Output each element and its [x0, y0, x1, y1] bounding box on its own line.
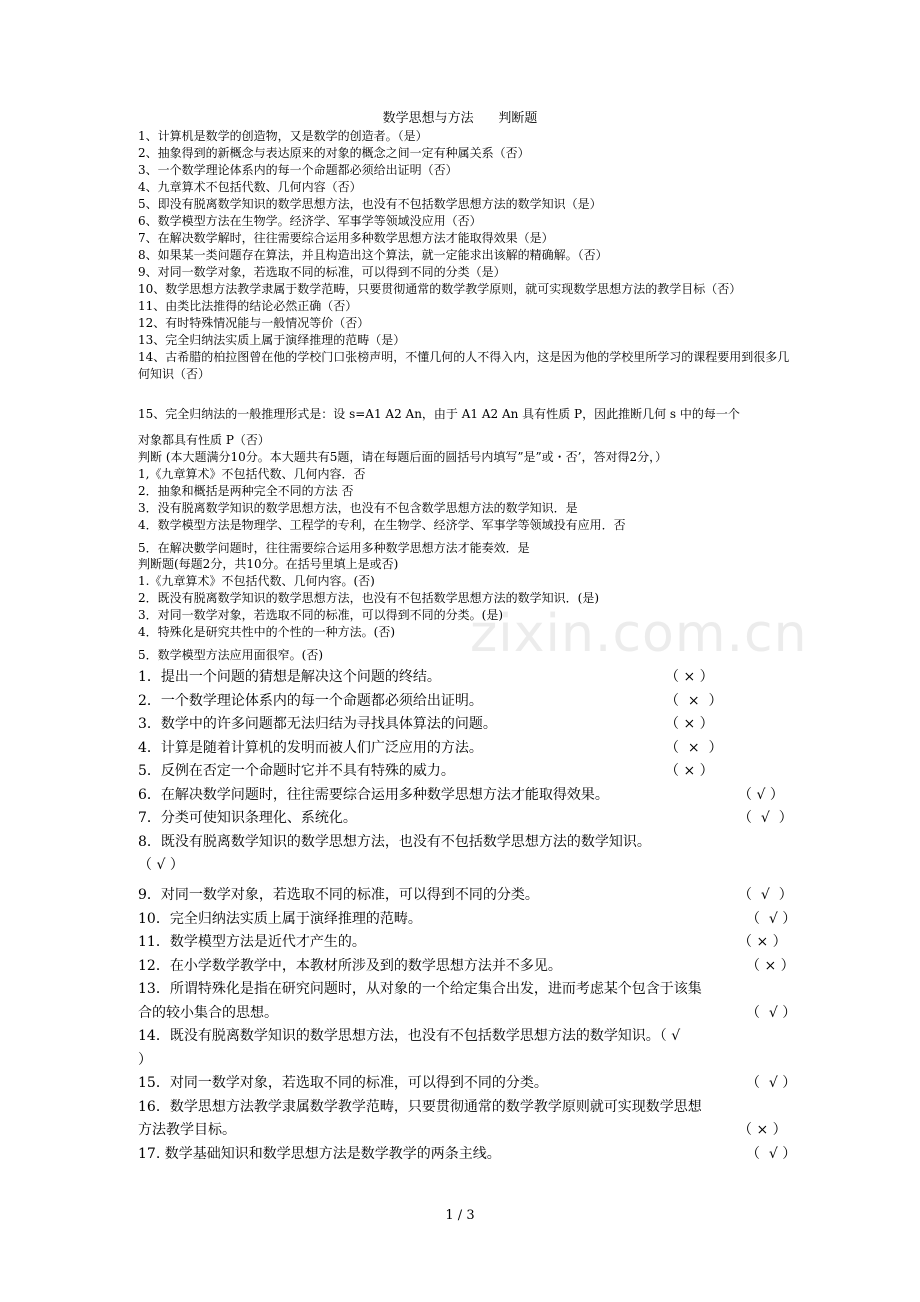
list-item-text: 5．反例在否定一个命题时它并不具有特殊的威力。: [138, 763, 455, 779]
list-item: 5．数学模型方法应用面很窄。(否): [138, 648, 323, 662]
list-item-text: 1．提出一个问题的猜想是解决这个问题的终结。: [138, 669, 441, 685]
list-item: [138, 784, 790, 808]
section-header: 判断 (本大题满分10分。本大题共有5题，请在每题后面的圆括号内填写”是”或・否’，答对得2分，）: [138, 450, 668, 464]
list-item: 13、完全归纳法实质上属于演绎推理的范畴（是）: [138, 333, 406, 347]
list-item-text: 3．数学中的许多问题都无法归结为寻找具体算法的问题。: [138, 716, 497, 732]
list-item: [138, 666, 790, 690]
list-item: 2、抽象得到的新概念与表达原来的对象的概念之间一定有种属关系（否）: [138, 146, 530, 160]
list-item: 1,《九章算术》不包括代数、几何内容．否: [138, 467, 366, 481]
list-item: [138, 955, 795, 979]
answer-mark: （ × ）: [665, 739, 723, 756]
list-item: 4．数学模型方法是物理学、工程学的专利，在生物学、经济学、军事学等领域投有应用．否: [138, 518, 626, 532]
section-1: [138, 128, 790, 383]
list-item: [138, 760, 790, 784]
list-item: 8、如果某一类问题存在算法，并且构造出这个算法，就一定能求出该解的精确解。（否）: [138, 248, 608, 262]
list-item: 11、由类比法推得的结论必然正确（否）: [138, 299, 358, 313]
list-item: 2．抽象和概括是两种完全不同的方法 否: [138, 484, 354, 498]
list-item-text: 12．在小学数学教学中，本教材所涉及到的数学思想方法并不多见。: [138, 957, 562, 974]
list-item: 6、数学模型方法在生物学。经济学、军事学等领域没应用（否）: [138, 214, 482, 228]
answer-mark: （ × ）: [665, 716, 714, 732]
list-item: 14、古希腊的柏拉图曾在他的学校门口张榜声明，不懂几何的人不得入内，这是因为他的学校里所学习的课程要用到很多几何知识（否）: [138, 350, 790, 381]
answer-mark: （ √ ）: [746, 1145, 797, 1162]
answer-mark: （ √ ）: [746, 1075, 797, 1091]
answer-mark: （ × ）: [665, 763, 714, 779]
list-item-text: 7．分类可使知识条理化、系统化。: [138, 810, 357, 826]
list-item: 4、九章算术不包括代数、几何内容（否）: [138, 180, 362, 194]
list-item: [138, 1143, 797, 1167]
answer-mark: （ × ）: [665, 692, 723, 709]
list-item: 1、计算机是数学的创造物，又是数学的创造者。（是）: [138, 129, 428, 143]
list-item-text: 10．完全归纳法实质上属于演绎推理的范畴。: [138, 910, 422, 927]
list-item: 9、对同一数学对象，若选取不同的标准，可以得到不同的分类（是）: [138, 265, 506, 279]
list-item-line: 15、完全归纳法的一般推理形式是：设 s=A1 A2 An，由于 A1 A2 An 具有性质 P，因此推断几何 s 中的每一个: [138, 407, 740, 421]
list-item-text: 2．一个数学理论体系内的每一个命题都必须给出证明。: [138, 692, 483, 709]
answer-mark: （ √ ）: [738, 810, 793, 826]
list-item: [138, 737, 790, 761]
list-item-text: 方法教学目标。: [138, 1122, 236, 1138]
answer-mark: （ √ ）: [738, 887, 793, 903]
list-item-text: 15．对同一数学对象，若选取不同的标准，可以得到不同的分类。: [138, 1075, 548, 1091]
list-item: 3．对同一数学对象，若选取不同的标准，可以得到不同的分类。(是): [138, 608, 504, 622]
answer-mark: ）: [138, 1051, 152, 1068]
list-item-line: 8．既没有脱离数学知识的数学思想方法，也没有不包括数学思想方法的数学知识。: [138, 833, 651, 850]
list-item-line: 对象都具有性质 P（否）: [138, 433, 270, 447]
section-1-item-15: [138, 404, 790, 451]
watermark: zixin.com.cn: [470, 604, 808, 664]
answer-mark: （ √ ）: [746, 910, 797, 927]
list-item-line: 14．既没有脱离数学知识的数学思想方法，也没有不包括数学思想方法的数学知识。（ √: [138, 1028, 681, 1044]
section-5: [138, 884, 797, 1166]
list-item-line: 13．所谓特殊化是指在研究问题时，从对象的一个给定集合出发，进而考虑某个包含于该集: [138, 981, 702, 997]
list-item: [138, 1072, 797, 1096]
section-4: [138, 666, 793, 878]
section-2: [138, 449, 790, 557]
page-title: 数学思想与方法 判断题: [382, 111, 538, 126]
list-item-text: 17. 数学基础知识和数学思想方法是数学教学的两条主线。: [138, 1145, 501, 1162]
list-item: [138, 884, 793, 908]
list-item-text: 11．数学模型方法是近代才产生的。: [138, 934, 366, 950]
list-item-text: 9．对同一数学对象，若选取不同的标准，可以得到不同的分类。: [138, 887, 539, 903]
page-number: 1 / 3: [445, 1208, 475, 1223]
list-item-line: 16．数学思想方法教学隶属数学教学范畴，只要贯彻通常的数学教学原则就可实现数学思想: [138, 1098, 702, 1115]
list-item: 5．在解决數学问题时，往往需要综合运用多种数学思想方法才能奏效．是: [138, 541, 530, 555]
list-item: 10、数学思想方法教学隶属于数学范畴，只要贯彻通常的数学教学原则，就可实现数学思想方法的教学目标（否）: [138, 282, 742, 296]
list-item: [138, 690, 790, 714]
list-item: [138, 1119, 790, 1143]
list-item: 5、即没有脱离数学知识的数学思想方法，也没有不包括数学思想方法的数学知识（是）: [138, 197, 602, 211]
list-item: 2．既没有脱离数学知识的数学思想方法，也没有不包括数学思想方法的数学知识．(是): [138, 591, 600, 605]
list-item: [138, 807, 793, 831]
section-header: 判断题(每题2分，共10分。在括号里填上是或否): [138, 557, 399, 571]
list-item-text: 合的较小集合的思想。: [138, 1004, 278, 1021]
list-item: 4．特殊化是研究共性中的个性的一种方法。(否): [138, 625, 395, 639]
list-item: 1.《九章算术》不包括代数、几何内容。(否): [138, 574, 375, 588]
list-item: [138, 713, 790, 737]
answer-mark: （ √ ）: [746, 1004, 797, 1021]
list-item: [138, 1002, 797, 1026]
list-item: 3．没有脱离数学知识的数学思想方法，也没有不包含数学思想方法的数学知识．是: [138, 501, 578, 515]
list-item: 12、有时特殊情况能与一般情况等价（否）: [138, 316, 370, 330]
answer-mark: （ × ）: [738, 934, 787, 950]
list-item: [138, 931, 790, 955]
answer-mark: （ × ）: [738, 1122, 787, 1138]
list-item: [138, 908, 797, 932]
list-item-text: 4．计算是随着计算机的发明而被人们广泛应用的方法。: [138, 739, 483, 756]
answer-mark: （ × ）: [665, 669, 714, 685]
list-item: 7、在解决数学解时，往往需要综合运用多种数学思想方法才能取得效果（是）: [138, 231, 554, 245]
answer-mark: （ √ ）: [138, 857, 184, 873]
answer-mark: （ × ）: [746, 957, 795, 974]
answer-mark: （ √ ）: [738, 786, 784, 803]
list-item-text: 6．在解决数学问题时，往往需要综合运用多种数学思想方法才能取得效果。: [138, 786, 609, 803]
list-item: 3、一个数学理论体系内的每一个命题都必须给出证明（否）: [138, 163, 458, 177]
